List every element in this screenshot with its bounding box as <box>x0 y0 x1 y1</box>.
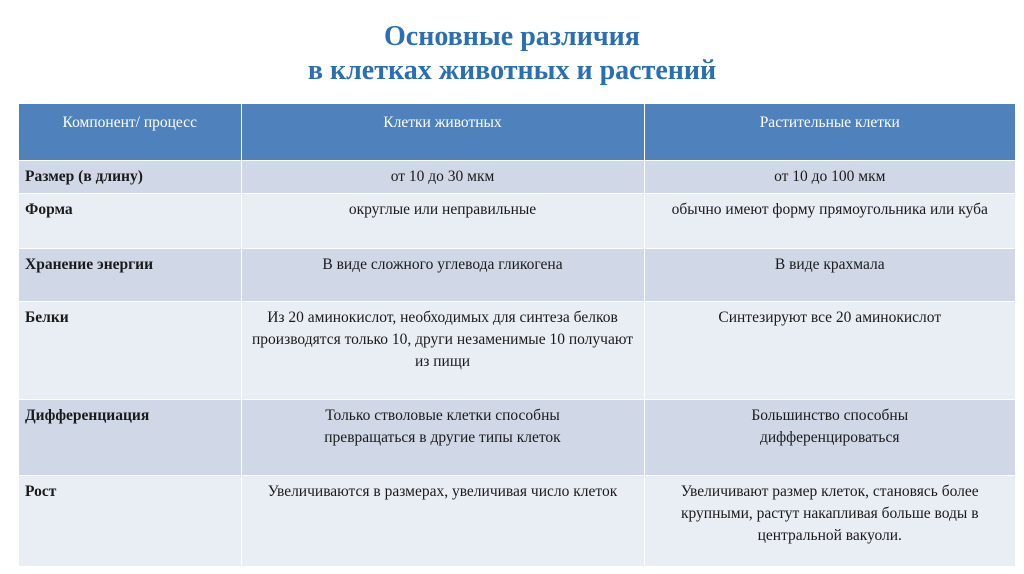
row-label-size: Размер (в длину) <box>19 161 241 194</box>
header-plant-cells: Растительные клетки <box>644 104 1015 161</box>
title-line-2: в клетках животных и растений <box>307 55 717 86</box>
table-row <box>19 476 1015 566</box>
row-label-energy: Хранение энергии <box>19 249 241 302</box>
cell-animal-energy: В виде сложного углевода гликогена <box>241 249 644 302</box>
table-row <box>19 249 1015 302</box>
cell-animal-size: от 10 до 30 мкм <box>241 161 644 194</box>
title-line-1: Основные различия <box>384 21 640 52</box>
table-row <box>19 194 1015 249</box>
cell-plant-differentiation: Большинство способны дифференцироваться <box>644 400 1015 476</box>
table-header-row <box>19 104 1015 161</box>
cell-plant-energy: В виде крахмала <box>644 249 1015 302</box>
table-row <box>19 161 1015 194</box>
comparison-table <box>19 104 1015 566</box>
cell-animal-growth: Увеличиваются в размерах, увеличивая число клеток <box>241 476 644 566</box>
cell-animal-shape: округлые или неправильные <box>241 194 644 249</box>
cell-animal-differentiation: Только стволовые клетки способны превращаться в другие типы клеток <box>241 400 644 476</box>
table-row <box>19 400 1015 476</box>
row-label-differentiation: Дифференциация <box>19 400 241 476</box>
cell-animal-proteins: Из 20 аминокислот, необходимых для синтеза белков производятся только 10, други незаменимые 10 получают из пищи <box>241 302 644 400</box>
row-label-growth: Рост <box>19 476 241 566</box>
cell-plant-shape: обычно имеют форму прямоугольника или куба <box>644 194 1015 249</box>
cell-plant-growth: Увеличивают размер клеток, становясь более крупными, растут накапливая больше воды в центральной вакуоли. <box>644 476 1015 566</box>
cell-plant-proteins: Синтезируют все 20 аминокислот <box>644 302 1015 400</box>
row-label-proteins: Белки <box>19 302 241 400</box>
cell-plant-size: от 10 до 100 мкм <box>644 161 1015 194</box>
slide-title <box>0 20 1024 88</box>
header-animal-cells: Клетки животных <box>241 104 644 161</box>
header-component: Компонент/ процесс <box>19 104 241 161</box>
table-row <box>19 302 1015 400</box>
row-label-shape: Форма <box>19 194 241 249</box>
